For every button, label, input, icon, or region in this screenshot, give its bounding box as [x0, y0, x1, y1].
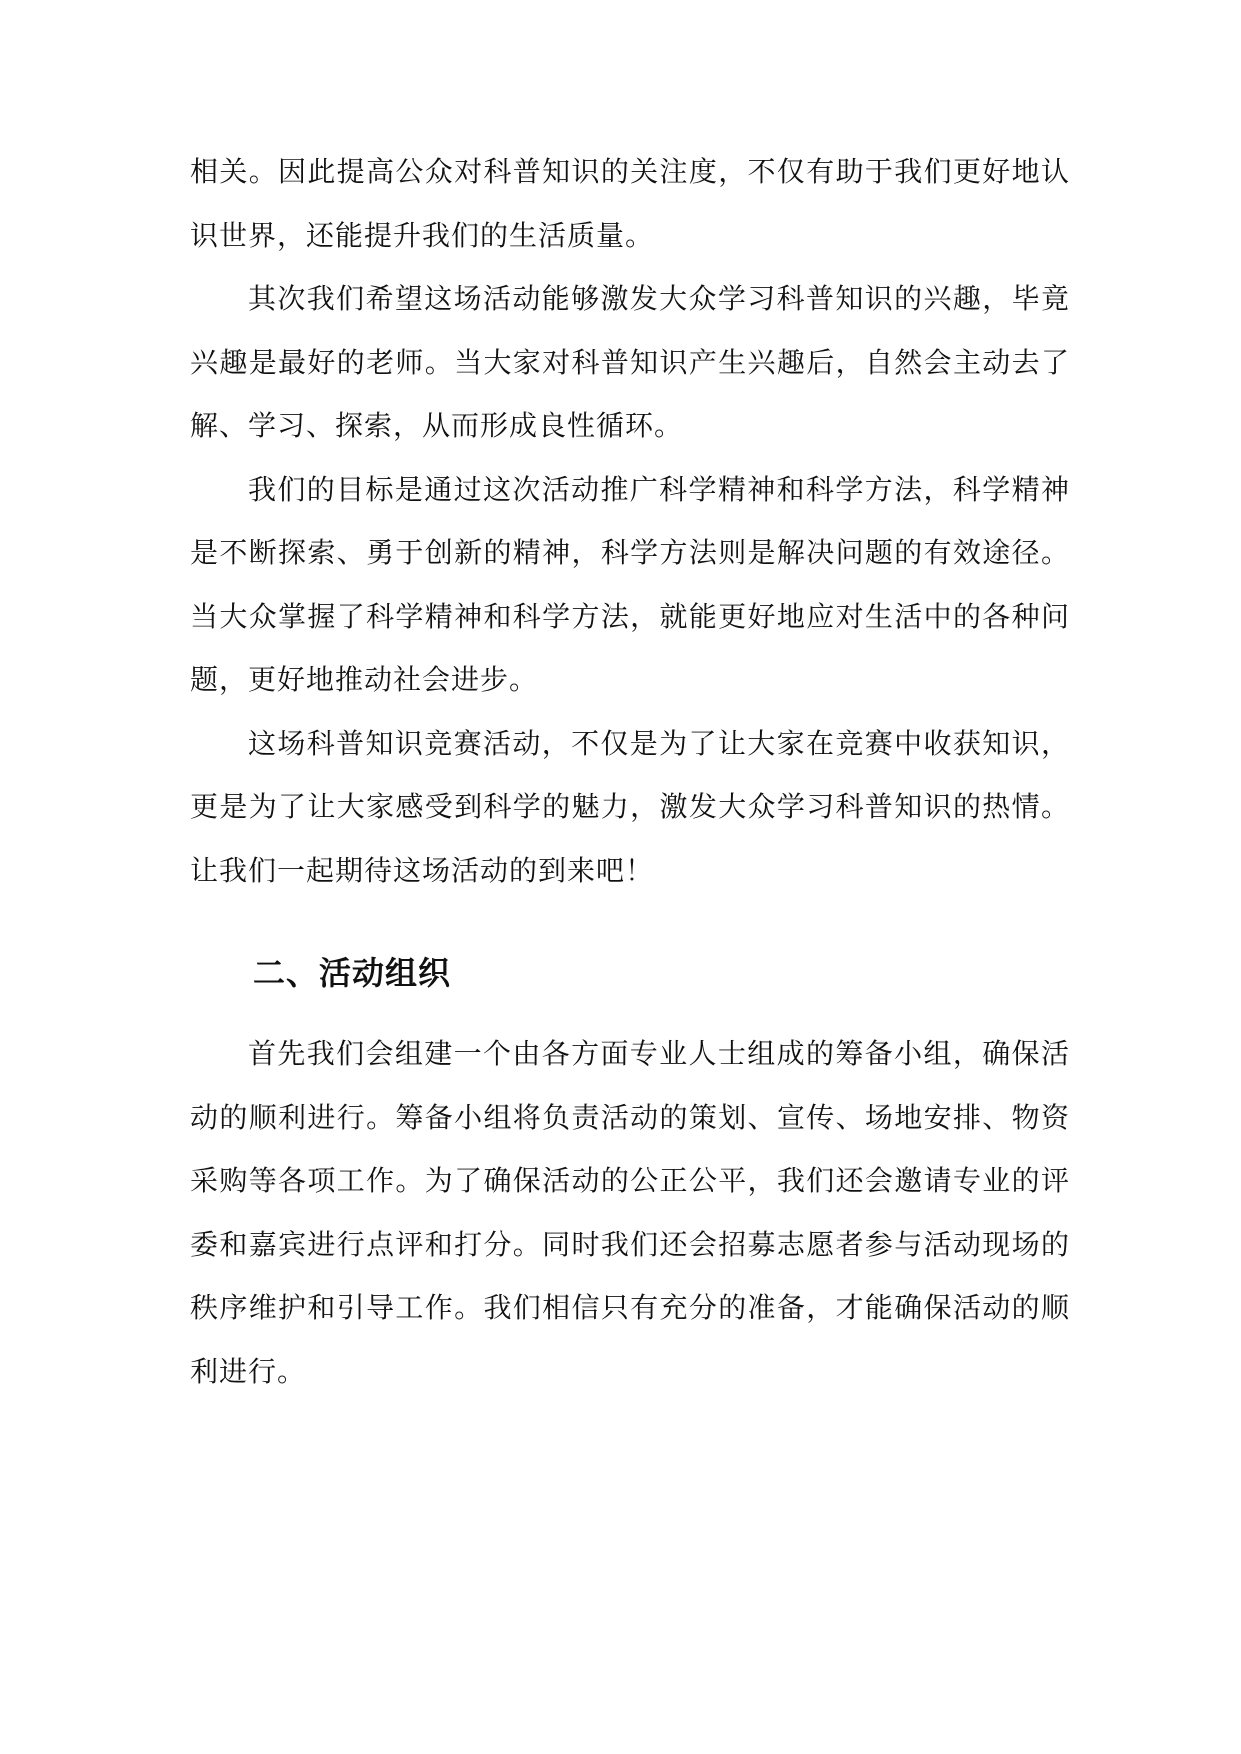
paragraph-organization: 首先我们会组建一个由各方面专业人士组成的筹备小组，确保活动的顺利进行。筹备小组将负责活动的策划、宣传、场地安排、物资采购等各项工作。为了确保活动的公正公平，我们还会邀请专业的评委和嘉宾进行点评和打分。同时我们还会招募志愿者参与活动现场的秩序维护和引导工作。我们相信只有充分的准备，才能确保活动的顺利进行。 — [190, 1037, 1070, 1388]
paragraph-interest: 其次我们希望这场活动能够激发大众学习科普知识的兴趣，毕竟兴趣是最好的老师。当大家对科普知识产生兴趣后，自然会主动去了解、学习、探索，从而形成良性循环。 — [190, 282, 1070, 442]
document-page — [190, 140, 1070, 1403]
paragraph-summary: 这场科普知识竞赛活动，不仅是为了让大家在竞赛中收获知识，更是为了让大家感受到科学的魅力，激发大众学习科普知识的热情。让我们一起期待这场活动的到来吧！ — [190, 726, 1070, 887]
section-heading: 二、活动组织 — [253, 954, 452, 992]
paragraph-goal: 我们的目标是通过这次活动推广科学精神和科学方法，科学精神是不断探索、勇于创新的精神，科学方法则是解决问题的有效途径。当大众掌握了科学精神和科学方法，就能更好地应对生活中的各种问题，更好地推动社会进步。 — [190, 472, 1070, 696]
paragraph-continuation: 相关。因此提高公众对科普知识的关注度，不仅有助于我们更好地认识世界，还能提升我们的生活质量。 — [190, 155, 1070, 252]
